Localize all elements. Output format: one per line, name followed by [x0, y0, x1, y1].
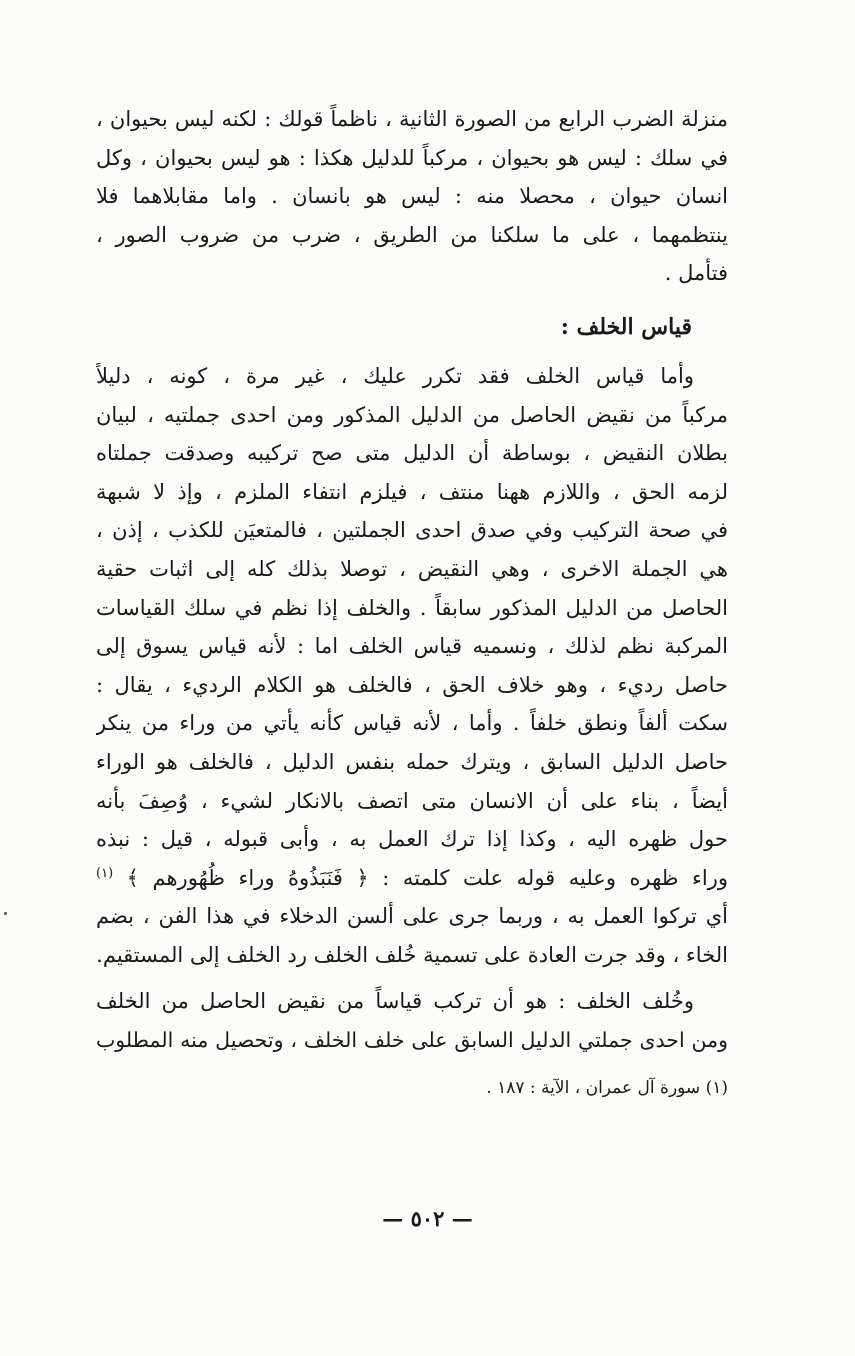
text-line: منزلة الضرب الرابع من الصورة الثانية ، ناظماً قولك : لكنه ليس بحيوان ، — [96, 107, 728, 131]
page-number: — ٥٠٢ — — [382, 1206, 473, 1231]
paragraph-1 — [96, 100, 728, 293]
text-line: الحاصل من الدليل المذكور سابقاً . والخلف إذا نظم في سلك القياسات — [96, 595, 728, 620]
text-line: ومن احدى جملتي الدليل السابق على خلف الخلف ، وتحصيل منه المطلوب — [96, 1028, 728, 1053]
text-line: لزمه الحق ، واللازم ههنا منتف ، فيلزم انتفاء الملزم ، وإذ لا شبهة — [96, 479, 728, 504]
text-line: حاصل رديء ، وهو خلاف الحق ، فالخلف هو الكلام الرديء ، يقال : — [96, 672, 728, 697]
quran-quote-line: وراء ظهره وعليه قوله علت كلمته : ﴿ فَنَبَذُوهُ وراء ظُهُورهم ﴾ — [126, 865, 728, 890]
text-line: سكت ألفاً ونطق خلفاً . وأما ، لأنه قياس كأنه يأتي من وراء من ينكر — [96, 711, 728, 736]
page-body — [96, 100, 728, 1102]
paragraph-3 — [96, 982, 728, 1059]
text-line: أيضاً ، بناء على أن الانسان متى اتصف بالانكار لشيء ، وُصِفَ بأنه — [96, 788, 728, 813]
text-line: فتأمل . — [664, 261, 728, 286]
text-line: انسان حيوان ، محصلا منه : ليس هو بانسان . واما مقابلاهما فلا — [96, 184, 728, 209]
text-line: أي تركوا العمل به ، وربما جرى على ألسن الدخلاء في هذا الفن ، بضم — [96, 904, 728, 929]
footnote-marker: (١) — [96, 865, 114, 881]
text-line-with-footnote — [96, 859, 728, 898]
text-line: الخاء ، وقد جرت العادة على تسمية خُلف الخلف رد الخلف إلى المستقيم. — [96, 942, 728, 967]
text-line: حاصل الدليل السابق ، ويترك حمله بنفس الدليل ، فالخلف هو الوراء — [96, 749, 728, 774]
paragraph-2 — [96, 357, 728, 975]
text-line: وأما قياس الخلف فقد تكرر عليك ، غير مرة ، كونه ، دليلاً — [96, 363, 694, 388]
footnote: (١) سورة آل عمران ، الآية : ١٨٧ . — [486, 1077, 728, 1098]
text-line: المركبة نظم لذلك ، ونسميه قياس الخلف اما : لأنه قياس يسوق إلى — [96, 634, 728, 659]
text-line: حول ظهره اليه ، وكذا إذا ترك العمل به ، وأبى قبوله ، قيل : نبذه — [96, 827, 728, 852]
text-line: مركباً من نقيض الحاصل من الدليل المذكور ومن احدى جملتيه ، لبيان — [96, 402, 728, 427]
text-line: ينتظمهما ، على ما سلكنا من الطريق ، ضرب من ضروب الصور ، — [96, 222, 728, 247]
text-line: بطلان النقيض ، بوساطة أن الدليل متى صح تركيبه وصدقت جملتاه — [96, 441, 728, 466]
text-line: هي الجملة الاخرى ، وهي النقيض ، توصلا بذلك كله إلى اثبات حقية — [96, 556, 728, 581]
section-heading: قياس الخلف : — [560, 313, 692, 340]
text-line: في سلك : ليس هو بحيوان ، مركباً للدليل هكذا : هو ليس بحيوان ، وكل — [96, 145, 728, 170]
text-line: وخُلف الخلف : هو أن تركب قياساً من نقيض الحاصل من الخلف — [96, 989, 694, 1014]
text-line: في صحة التركيب وفي صدق احدى الجملتين ، فالمتعيَن للكذب ، إذن ، — [96, 518, 728, 543]
scan-speck — [4, 912, 7, 915]
